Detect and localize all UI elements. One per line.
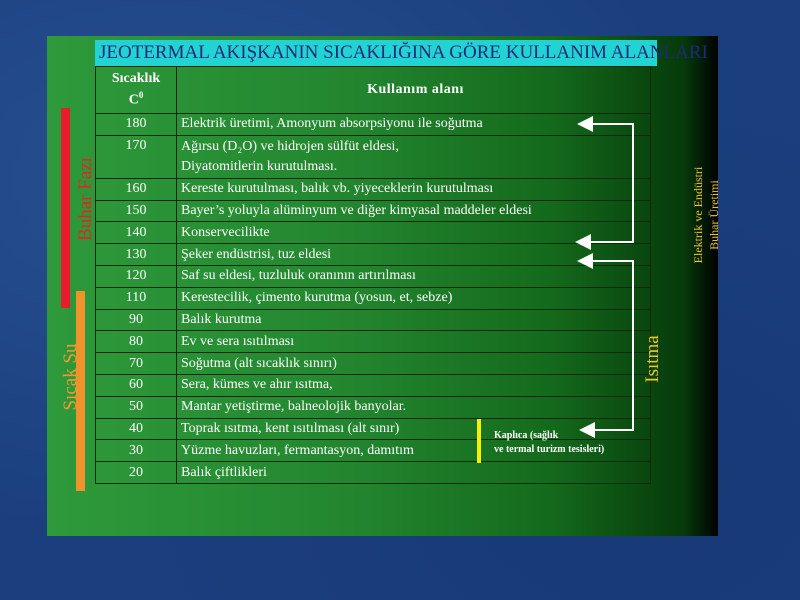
slide-title: JEOTERMAL AKIŞKANIN SICAKLIĞINA GÖRE KULLANIM ALANLARI (95, 40, 657, 66)
temp-cell: 50 (96, 396, 177, 418)
header-usage: Kullanım alanı (177, 67, 651, 114)
temp-cell: 70 (96, 353, 177, 375)
temp-cell: 80 (96, 331, 177, 353)
usage-cell: Kerestecilik, çimento kurutma (yosun, et, sebze) (177, 287, 651, 309)
usage-cell: Kereste kurutulması, balık vb. yiyeceklerin kurutulması (177, 178, 651, 200)
kaplica-line2: ve termal turizm tesisleri) (494, 444, 605, 455)
temp-cell: 20 (96, 462, 177, 484)
elektrik-label-line1: Elektrik ve Endüstri (691, 166, 705, 264)
bracket-arrows (47, 36, 718, 536)
temp-cell: 130 (96, 244, 177, 266)
temp-cell: 160 (96, 178, 177, 200)
temp-cell: 170 (96, 135, 177, 178)
usage-cell: Konservecilikte (177, 222, 651, 244)
usage-cell: Balık çiftlikleri (177, 462, 651, 484)
usage-cell: Yüzme havuzları, fermantasyon, damıtım (177, 440, 651, 462)
slide (47, 36, 721, 536)
temp-cell: 140 (96, 222, 177, 244)
temp-cell: 60 (96, 374, 177, 396)
temp-cell: 150 (96, 200, 177, 222)
elektrik-bracket-arrow (577, 124, 633, 242)
usage-cell: Toprak ısıtma, kent ısıtılması (alt sınır) (177, 418, 651, 440)
usage-cell: Saf su eldesi, tuzluluk oranının artırılması (177, 265, 651, 287)
temp-cell: 90 (96, 309, 177, 331)
unit-c: C (128, 92, 139, 108)
temp-cell: 120 (96, 265, 177, 287)
temp-cell: 110 (96, 287, 177, 309)
usage-cell: Şeker endüstrisi, tuz eldesi (177, 244, 651, 266)
temp-cell: 30 (96, 440, 177, 462)
temp-cell: 180 (96, 114, 177, 136)
usage-cell: Soğutma (alt sıcaklık sınırı) (177, 353, 651, 375)
usage-line: Diyatomitlerin kurutulması. (181, 158, 338, 174)
usage-cell: Sera, kümes ve ahır ısıtma, (177, 374, 651, 396)
temp-cell: 40 (96, 418, 177, 440)
elektrik-label-line2: Buhar Üretimi (707, 180, 721, 250)
header-temperature-label: Sıcaklık (111, 71, 161, 87)
usage-cell: Elektrik üretimi, Amonyum absorpsiyonu ile soğutma (177, 114, 651, 136)
usage-cell: Bayer’s yoluyla alüminyum ve diğer kimyasal maddeler eldesi (177, 200, 651, 222)
usage-line: Ağırsu (D₂O) ve hidrojen sülfüt eldesi, (181, 138, 399, 154)
sicak-su-label: Sıcak Su (60, 343, 81, 411)
buhar-fazi-label: Buhar Fazı (75, 157, 96, 241)
isitma-label: Isıtma (642, 335, 663, 383)
isitma-bracket-arrow (581, 261, 633, 430)
usage-cell: Mantar yetiştirme, balneolojik banyolar. (177, 396, 651, 418)
unit-degree: 0 (138, 90, 144, 101)
kaplica-line1: Kaplıca (sağlık (494, 430, 559, 441)
usage-cell: Balık kurutma (177, 309, 651, 331)
usage-cell: Ev ve sera ısıtılması (177, 331, 651, 353)
